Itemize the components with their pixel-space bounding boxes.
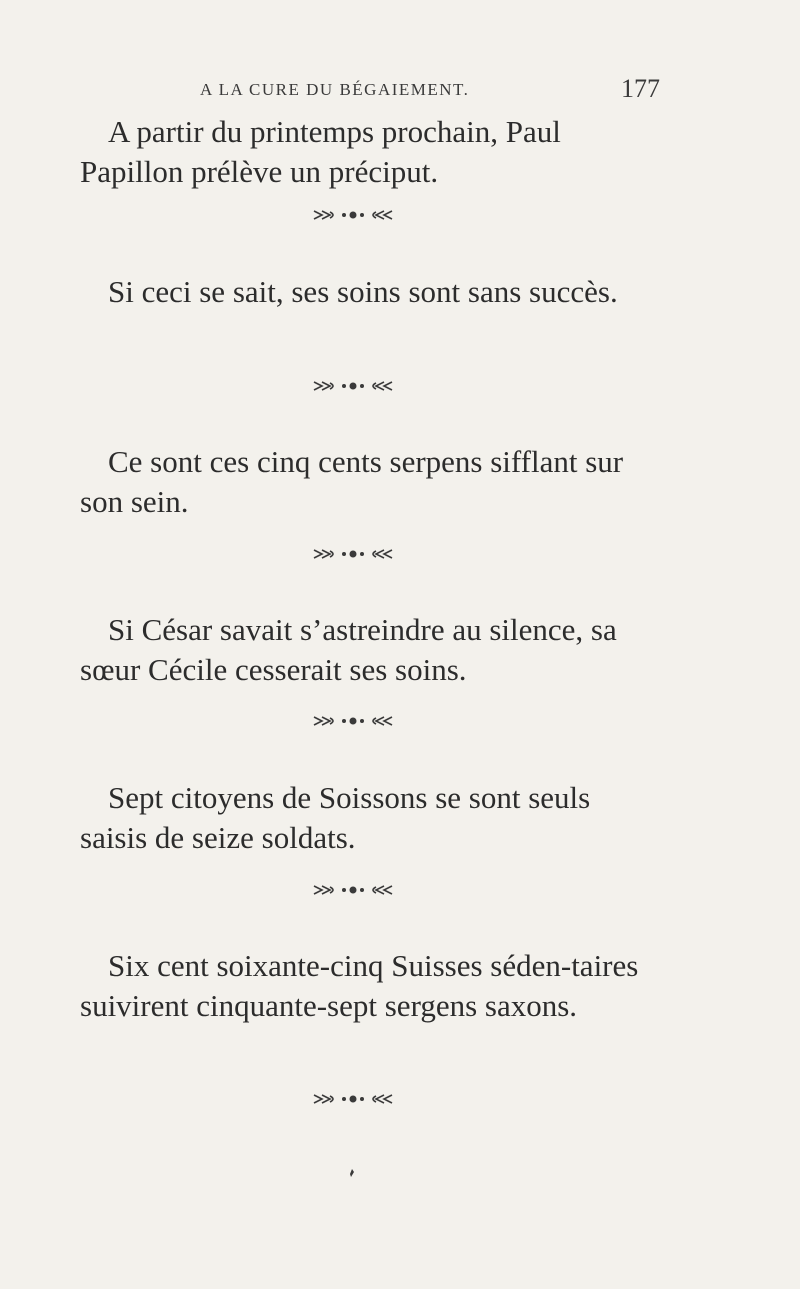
paragraph-text: Six cent soixante-cinq Suisses séden-taires suivirent cinquante-sept sergens saxons. (80, 948, 639, 1023)
fleuron-divider-icon (312, 379, 394, 393)
paragraph-text: Si ceci se sait, ses soins sont sans succès. (108, 274, 618, 309)
running-head (200, 74, 660, 110)
fleuron-divider-icon (312, 208, 394, 222)
fleuron-divider-icon (312, 547, 394, 561)
paragraph-text: A partir du printemps prochain, Paul Papillon prélève un préciput. (80, 114, 561, 189)
fleuron-divider-icon (312, 883, 394, 897)
paragraph-2 (80, 272, 660, 312)
fleuron-divider-icon (312, 1092, 394, 1106)
paragraph-4 (80, 610, 660, 690)
paragraph-5 (80, 778, 660, 858)
paragraph-text: Ce sont ces cinq cents serpens sifflant sur son sein. (80, 444, 624, 519)
paragraph-1 (80, 112, 660, 192)
paragraph-text: Sept citoyens de Soissons se sont seuls saisis de seize soldats. (80, 780, 591, 855)
running-title: A LA CURE DU BÉGAIEMENT. (200, 80, 470, 99)
paragraph-6 (80, 946, 660, 1026)
paragraph-3 (80, 442, 660, 522)
paragraph-text: Si César savait s’astreindre au silence, sa sœur Cécile cesserait ses soins. (80, 612, 617, 687)
page-number: 177 (621, 74, 660, 103)
ink-speck (350, 1162, 354, 1170)
fleuron-divider-icon (312, 714, 394, 728)
